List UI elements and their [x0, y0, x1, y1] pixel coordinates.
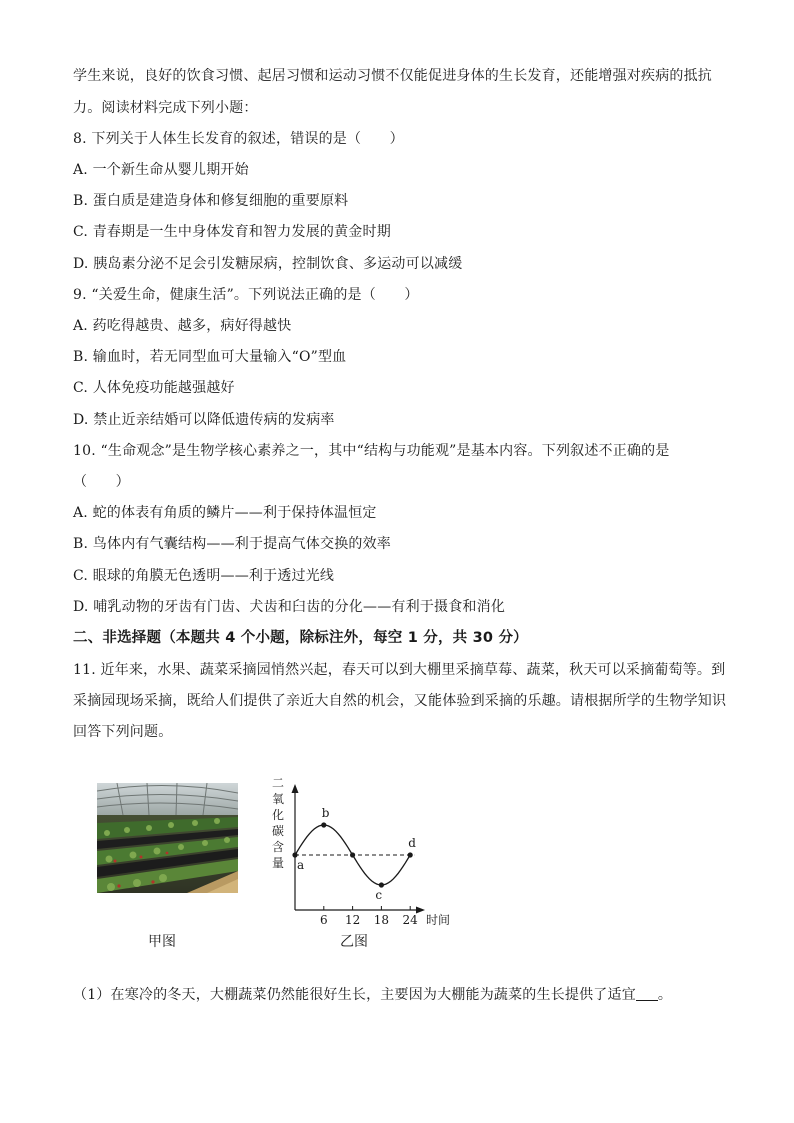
question-10-option-a: A. 蛇的体表有角质的鳞片——利于保持体温恒定 — [73, 505, 377, 521]
y-axis-label-char: 量 — [272, 856, 285, 870]
question-10-stem-cont: （ ） — [73, 474, 130, 490]
y-axis-label-char: 氧 — [272, 792, 285, 806]
answer-blank[interactable] — [636, 986, 658, 1001]
question-10-option-c: C. 眼球的角膜无色透明——利于透过光线 — [73, 568, 335, 584]
x-tick-label: 18 — [373, 913, 390, 927]
data-point-b — [321, 822, 326, 827]
point-label-b: b — [321, 806, 330, 820]
question-9-option-d: D. 禁止近亲结婚可以降低遗传病的发病率 — [73, 412, 335, 428]
point-label-c: c — [375, 888, 383, 902]
question-10-stem: 10. “生命观念”是生物学核心素养之一，其中“结构与功能观”是基本内容。下列叙述不正确的是 — [73, 443, 670, 459]
question-10-option-b: B. 鸟体内有气囊结构——利于提高气体交换的效率 — [73, 536, 391, 552]
intro-line-2: 力。阅读材料完成下列小题： — [73, 100, 258, 116]
data-point — [350, 852, 355, 857]
figure-caption-left: 甲图 — [148, 934, 176, 950]
data-point-d — [408, 852, 413, 857]
question-8-option-a: A. 一个新生命从婴儿期开始 — [73, 162, 249, 178]
point-label-a: a — [297, 858, 305, 872]
y-axis-arrow-icon — [292, 784, 299, 793]
y-axis-label-char: 含 — [272, 840, 285, 854]
question-8-option-b: B. 蛋白质是建造身体和修复细胞的重要原料 — [73, 193, 349, 209]
question-8-option-c: C. 青春期是一生中身体发育和智力发展的黄金时期 — [73, 224, 391, 240]
question-11-line-2: 采摘园现场采摘，既给人们提供了亲近大自然的机会，又能体验到采摘的乐趣。请根据所学的生物学知识 — [73, 693, 727, 709]
y-axis-label-char: 碳 — [272, 824, 285, 838]
x-axis-label: 时间 — [426, 913, 451, 927]
question-8-option-d: D. 胰岛素分泌不足会引发糖尿病，控制饮食、多运动可以减缓 — [73, 256, 463, 272]
co2-chart — [260, 770, 460, 930]
question-9-option-a: A. 药吃得越贵、越多，病好得越快 — [73, 318, 292, 334]
sub-question-1-end: 。 — [657, 987, 673, 1003]
x-tick-label: 24 — [402, 913, 418, 927]
y-axis-label-char: 化 — [272, 808, 285, 822]
question-8-stem: 8. 下列关于人体生长发育的叙述，错误的是（ ） — [73, 131, 404, 147]
x-tick-label: 12 — [344, 913, 361, 927]
data-point-c — [379, 882, 384, 887]
question-9-option-b: B. 输血时，若无同型血可大量输入“O”型血 — [73, 349, 347, 365]
figure-caption-right: 乙图 — [340, 934, 368, 950]
question-11-line-3: 回答下列问题。 — [73, 724, 173, 740]
question-10-option-d: D. 哺乳动物的牙齿有门齿、犬齿和臼齿的分化——有利于摄食和消化 — [73, 599, 506, 615]
sub-question-1 — [73, 985, 672, 1005]
intro-line-1: 学生来说，良好的饮食习惯、起居习惯和运动习惯不仅能促进身体的生长发育，还能增强对疾病的抵抗 — [73, 68, 712, 84]
section-title: 二、非选择题（本题共 4 个小题，除标注外，每空 1 分，共 30 分） — [73, 630, 528, 646]
y-axis-label-char: 二 — [272, 776, 285, 790]
question-9-stem: 9. “关爱生命，健康生活”。下列说法正确的是（ ） — [73, 287, 419, 303]
data-point-a — [292, 852, 297, 857]
question-9-option-c: C. 人体免疫功能越强越好 — [73, 380, 235, 396]
point-label-d: d — [408, 836, 416, 850]
x-tick-label: 6 — [319, 913, 328, 927]
question-11-line-1: 11. 近年来，水果、蔬菜采摘园悄然兴起，春天可以到大棚里采摘草莓、蔬菜，秋天可以采摘葡萄等。到 — [73, 662, 726, 678]
greenhouse-photo — [97, 783, 238, 893]
sub-question-1-text: （1）在寒冷的冬天，大棚蔬菜仍然能很好生长，主要因为大棚能为蔬菜的生长提供了适宜 — [73, 987, 636, 1003]
